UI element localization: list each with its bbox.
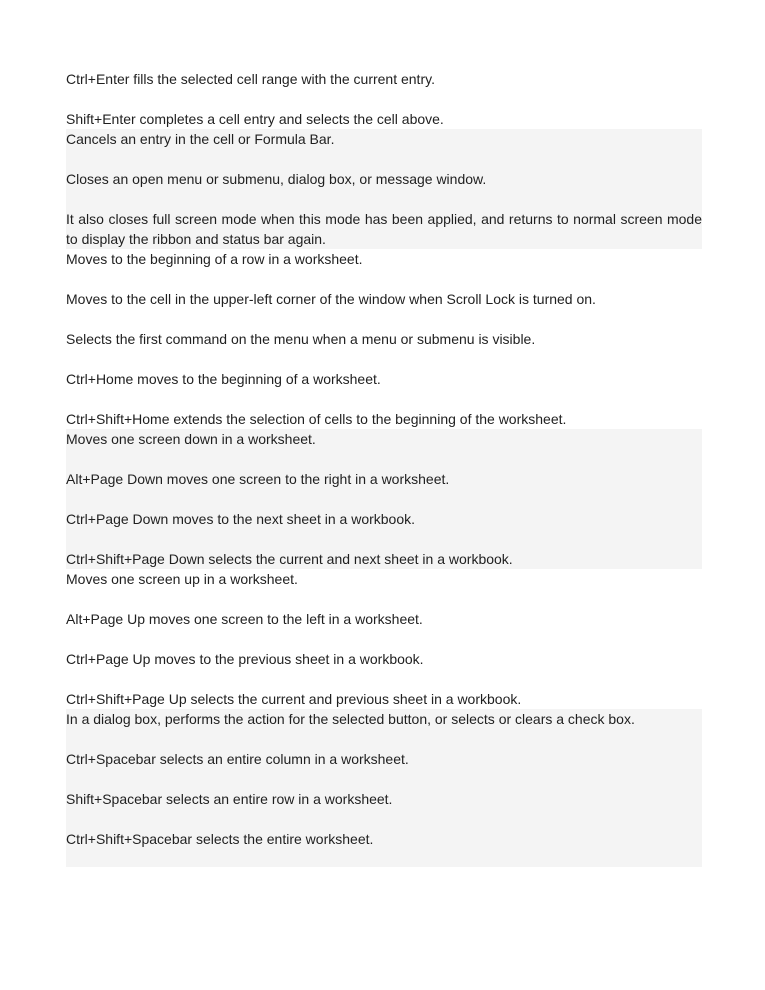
- paragraph: Ctrl+Spacebar selects an entire column in a worksheet.: [66, 751, 409, 767]
- text-block-page-up: [66, 569, 702, 709]
- text-block-spacebar: [66, 709, 702, 867]
- paragraph: Ctrl+Page Up moves to the previous sheet in a workbook.: [66, 651, 424, 667]
- paragraph: Closes an open menu or submenu, dialog box, or message window.: [66, 171, 487, 187]
- paragraph: Ctrl+Home moves to the beginning of a worksheet.: [66, 371, 381, 387]
- paragraph: Moves to the beginning of a row in a worksheet.: [66, 251, 363, 267]
- paragraph: Shift+Enter completes a cell entry and selects the cell above.: [66, 111, 444, 127]
- paragraph: Ctrl+Enter fills the selected cell range with the current entry.: [66, 71, 435, 87]
- paragraph: Moves to the cell in the upper-left corner of the window when Scroll Lock is turned on.: [66, 291, 596, 307]
- paragraph: Ctrl+Shift+Page Up selects the current and previous sheet in a workbook.: [66, 691, 522, 707]
- paragraph: Alt+Page Up moves one screen to the left in a worksheet.: [66, 611, 423, 627]
- paragraph: It also closes full screen mode when this mode has been applied, and returns to normal screen mode to display the ribbon and status bar again.: [66, 211, 702, 247]
- text-block-page-down: [66, 429, 702, 569]
- text-block-esc: [66, 129, 702, 249]
- paragraph: Selects the first command on the menu when a menu or submenu is visible.: [66, 331, 536, 347]
- paragraph: Moves one screen down in a worksheet.: [66, 431, 316, 447]
- paragraph: Shift+Spacebar selects an entire row in a worksheet.: [66, 791, 393, 807]
- text-block-ctrl-shift-enter: [66, 0, 702, 129]
- document-body: [66, 0, 702, 867]
- paragraph: Alt+Page Down moves one screen to the right in a worksheet.: [66, 471, 450, 487]
- paragraph: Ctrl+Page Down moves to the next sheet in a workbook.: [66, 511, 416, 527]
- paragraph: Cancels an entry in the cell or Formula Bar.: [66, 131, 335, 147]
- paragraph: Moves one screen up in a worksheet.: [66, 571, 298, 587]
- paragraph: Ctrl+Shift+Spacebar selects the entire worksheet.: [66, 831, 374, 847]
- paragraph: Ctrl+Shift+Home extends the selection of cells to the beginning of the worksheet.: [66, 411, 567, 427]
- text-block-home: [66, 249, 702, 429]
- paragraph: In a dialog box, performs the action for the selected button, or selects or clears a check box.: [66, 711, 635, 727]
- paragraph: Ctrl+Shift+Page Down selects the current and next sheet in a workbook.: [66, 551, 513, 567]
